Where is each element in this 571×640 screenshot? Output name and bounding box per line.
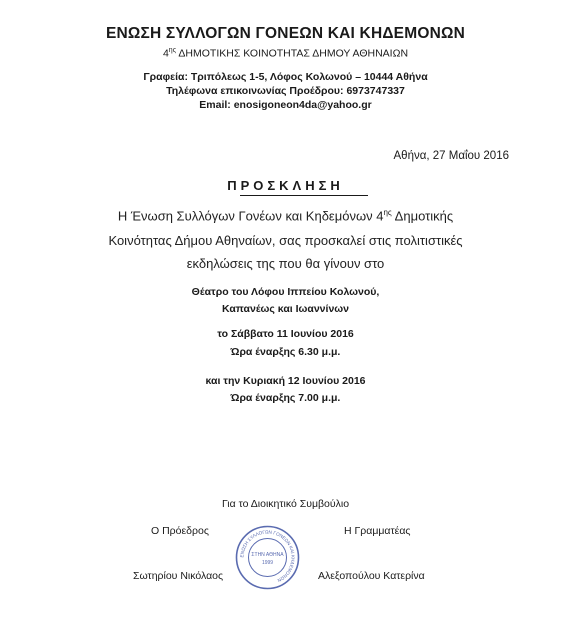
phone-line: Τηλέφωνα επικοινωνίας Προέδρου: 6973747337 <box>166 85 405 97</box>
address-line: Γραφεία: Τριπόλεως 1-5, Λόφος Κολωνού – 10444 Αθήνα <box>143 71 428 83</box>
body-line1-superscript: ης <box>383 208 392 217</box>
document-heading: ΠΡΟΣΚΛΗΣΗ <box>227 178 344 193</box>
seal-center-year: 1999 <box>261 560 274 566</box>
venue-line-2: Καπανέως και Ιωαννίνων <box>221 303 349 315</box>
official-seal-icon <box>235 525 300 590</box>
event-2-date: και την Κυριακή 12 Ιουνίου 2016 <box>205 375 366 387</box>
venue-line-1: Θέατρο του Λόφου Ιππείου Κολωνού, <box>191 286 380 298</box>
heading-underline <box>240 195 368 196</box>
secretary-name: Αλεξοπούλου Κατερίνα <box>318 570 425 582</box>
subtitle-superscript: ης <box>168 47 177 54</box>
subtitle-rest: ΔΗΜΟΤΙΚΗΣ ΚΟΙΝΟΤΗΤΑΣ ΔΗΜΟΥ ΑΘΗΝΑΙΩΝ <box>176 47 409 60</box>
date-line: Αθήνα, 27 Μαΐου 2016 <box>393 150 509 162</box>
secretary-title: Η Γραμματέας <box>344 525 411 537</box>
organization-subtitle <box>0 47 571 60</box>
event-1-time: Ώρα έναρξης 6.30 μ.μ. <box>230 346 341 358</box>
body-line1-end: Δημοτικής <box>391 208 454 224</box>
president-title: Ο Πρόεδρος <box>151 525 209 537</box>
board-line: Για το Διοικητικό Συμβούλιο <box>221 498 350 510</box>
event-2-time: Ώρα έναρξης 7.00 μ.μ. <box>230 392 341 404</box>
organization-title: ΕΝΩΣΗ ΣΥΛΛΟΓΩΝ ΓΟΝΕΩΝ ΚΑΙ ΚΗΔΕΜΟΝΩΝ <box>105 25 466 42</box>
body-text-line-2: Κοινότητας Δήμου Αθηναίων, σας προσκαλεί στις πολιτιστικές <box>108 233 463 248</box>
subtitle-number: 4 <box>162 47 169 60</box>
body-text-line-1 <box>0 208 571 223</box>
president-name: Σωτηρίου Νικόλαος <box>133 570 224 582</box>
seal-center-top: ΣΤΗΝ ΑΘΗΝΑ <box>251 552 284 558</box>
body-text-line-3: εκδηλώσεις της που θα γίνουν στο <box>186 256 385 271</box>
event-1-date: το Σάββατο 11 Ιουνίου 2016 <box>217 328 354 340</box>
seal-ring-textpath: ΕΝΩΣΗ ΣΥΛΛΟΓΩΝ ΓΟΝΕΩΝ ΚΑΙ ΚΗΔΕΜΟΝΩΝ <box>239 529 296 584</box>
email-line: Email: enosigoneon4da@yahoo.gr <box>199 99 372 111</box>
body-line1-start: Η Ένωση Συλλόγων Γονέων και Κηδεμόνων 4 <box>117 208 384 224</box>
